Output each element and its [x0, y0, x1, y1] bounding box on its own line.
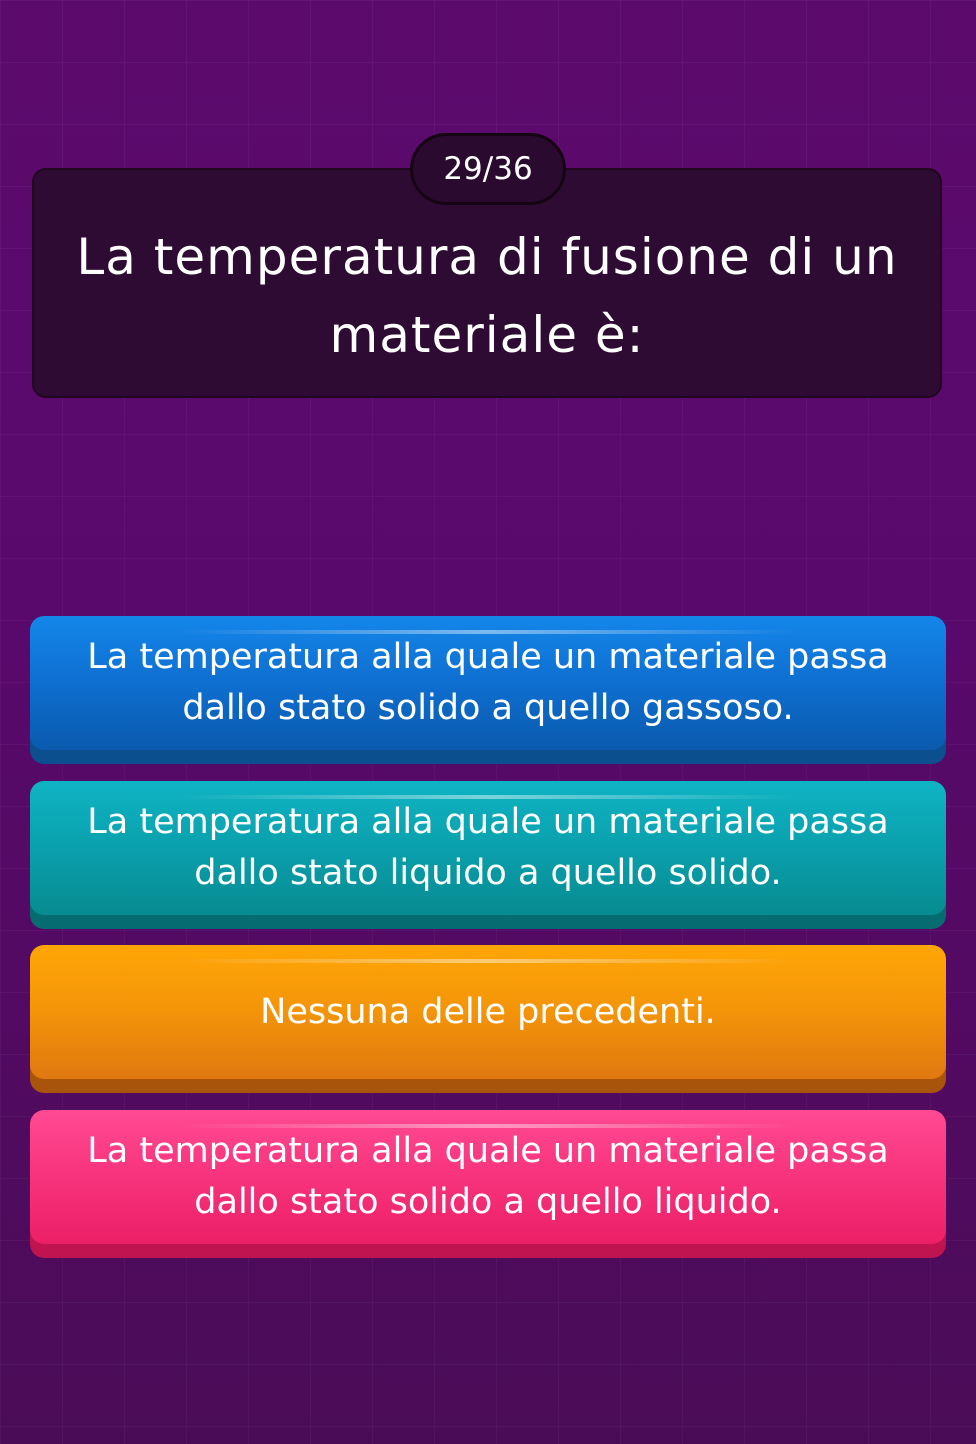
answer-option-3[interactable]: [30, 945, 946, 1093]
answer-option-4-label: La temperatura alla quale un materiale passa dallo stato solido a quello liquido.: [87, 1131, 889, 1222]
answer-option-4[interactable]: [30, 1110, 946, 1258]
answer-option-2[interactable]: [30, 781, 946, 929]
answer-option-2-label: La temperatura alla quale un materiale passa dallo stato liquido a quello solido.: [87, 802, 889, 893]
answer-option-1[interactable]: [30, 616, 946, 764]
question-counter: 29/36: [410, 133, 566, 205]
answer-option-3-label: Nessuna delle precedenti.: [260, 991, 716, 1032]
question-text: La temperatura di fusione di un materiale è:: [76, 228, 898, 364]
answer-option-1-label: La temperatura alla quale un materiale passa dallo stato solido a quello gassoso.: [87, 637, 889, 728]
